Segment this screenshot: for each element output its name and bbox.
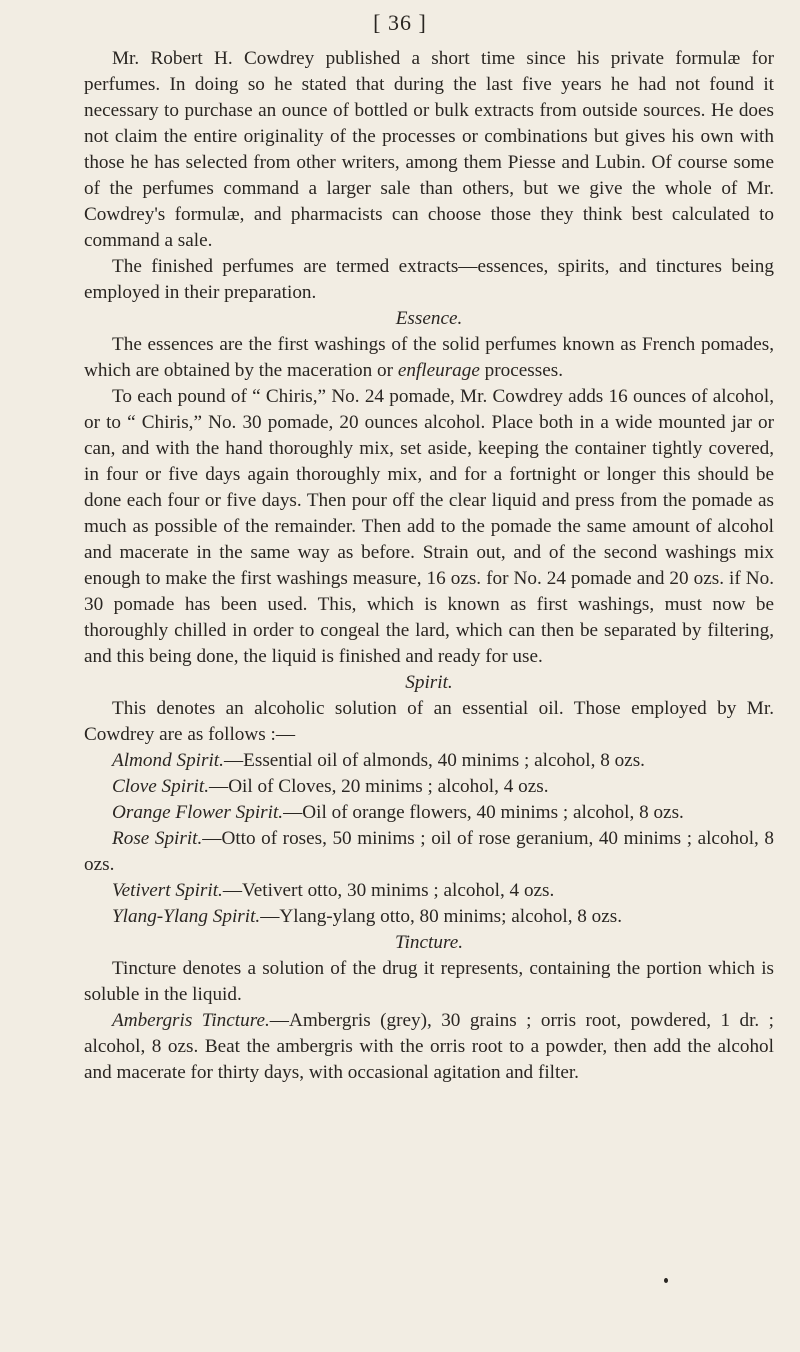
essence-definition-text-b: processes. [479, 360, 563, 381]
recipe-name: Almond Spirit. [112, 750, 224, 771]
recipe-text: —Essential oil of almonds, 40 minims ; alcohol, 8 ozs. [223, 750, 645, 771]
recipe-text: —Ambergris (grey), 30 grains ; orris root, powdered, 1 dr. ; alcohol, 8 ozs. Beat the ambergris with the orris root to a powder, then add the alcohol and macerate for thirty days, with occasional agitation and filter. [84, 1010, 774, 1083]
intro-paragraph: Mr. Robert H. Cowdrey published a short time since his private formulæ for perfumes. In doing so he stated that during the last five years he had not found it necessary to purchase an ounce of bottled or bulk extracts from outside sources. He does not claim the entire originality of the processes or combinations but gives his own with those he has selected from other writers, among them Piesse and Lubin. Of course some of the perfumes command a larger sale than others, but we give the whole of Mr. Cowdrey's formulæ, and pharmacists can choose those they think best calculated to command a sale. [84, 48, 774, 251]
essence-heading: Essence. [395, 308, 463, 329]
spirit-definition-paragraph: This denotes an alcoholic solution of an essential oil. Those employed by Mr. Cowdrey are as follows :— [84, 698, 774, 745]
spirit-recipe [84, 878, 774, 904]
finished-perfumes-paragraph: The finished perfumes are termed extracts—essences, spirits, and tinctures being employed in their preparation. [84, 256, 774, 303]
recipe-text: —Ylang-ylang otto, 80 minims; alcohol, 8 ozs. [260, 906, 623, 927]
recipe-name: Ylang-Ylang Spirit. [112, 906, 261, 927]
recipe-text: —Oil of orange flowers, 40 minims ; alcohol, 8 ozs. [283, 802, 684, 823]
recipe-text: —Vetivert otto, 30 minims ; alcohol, 4 ozs. [222, 880, 555, 901]
spirit-recipe [84, 774, 774, 800]
recipe-text: —Oil of Cloves, 20 minims ; alcohol, 4 ozs. [209, 776, 549, 797]
enfleurage-term: enfleurage [397, 360, 480, 381]
recipe-name: Rose Spirit. [112, 828, 203, 849]
essence-method-paragraph: To each pound of “ Chiris,” No. 24 pomade, Mr. Cowdrey adds 16 ounces of alcohol, or to “ Chiris,” No. 30 pomade, 20 ounces alcohol. Place both in a wide mounted jar or can, and with the hand thoroughly mix, set aside, keeping the container tightly covered, in four or five days again thoroughly mix, and for a fortnight or longer this should be done each four or five days. Then pour off the clear liquid and press from the pomade as much as possible of the remainder. Then add to the pomade the same amount of alcohol and macerate in the same way as before. Strain out, and of the second washings mix enough to make the first washings measure, 16 ozs. for No. 24 pomade and 20 ozs. if No. 30 pomade has been used. This, which is known as first washings, must now be thoroughly chilled in order to congeal the lard, which can then be separated by filtering, and this being done, the liquid is finished and ready for use. [84, 386, 774, 667]
recipe-name: Ambergris Tincture. [112, 1010, 270, 1031]
recipe-name: Orange Flower Spirit. [112, 802, 284, 823]
ink-speck [664, 1278, 668, 1283]
recipe-name: Vetivert Spirit. [112, 880, 223, 901]
page-number: [ 36 ] [373, 10, 427, 35]
essence-definition-paragraph [84, 332, 774, 384]
spirit-heading: Spirit. [405, 672, 453, 693]
recipe-text: —Otto of roses, 50 minims ; oil of rose geranium, 40 minims ; alcohol, 8 ozs. [84, 828, 774, 875]
recipe-name: Clove Spirit. [112, 776, 209, 797]
spirit-recipe [84, 800, 774, 826]
spirit-recipe [84, 826, 774, 878]
tincture-definition-paragraph: Tincture denotes a solution of the drug it represents, containing the portion which is soluble in the liquid. [84, 958, 774, 1005]
essence-definition-text-a: The essences are the first washings of the solid perfumes known as French pomades, which are obtained by the maceration or [84, 334, 774, 381]
tincture-recipe [84, 1008, 774, 1086]
page-body [84, 46, 774, 1086]
spirit-recipe [84, 904, 774, 930]
tincture-heading: Tincture. [394, 932, 464, 953]
spirit-recipe [84, 748, 774, 774]
